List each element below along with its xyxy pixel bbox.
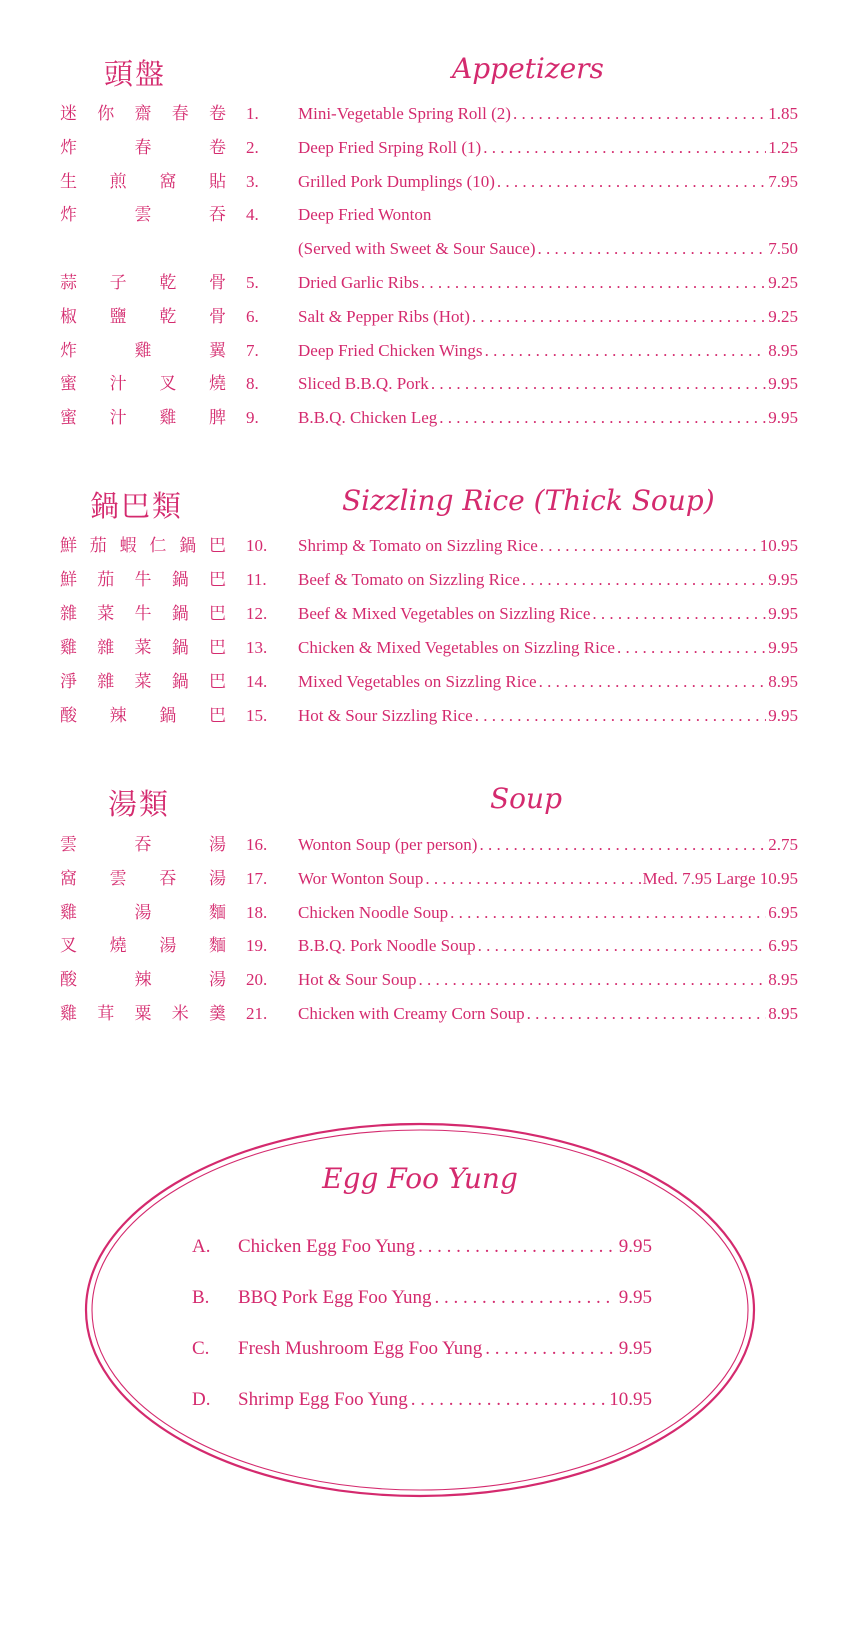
- item-name: Deep Fried Chicken Wings: [298, 340, 483, 360]
- item-number: 14.: [246, 672, 268, 691]
- item-name: Deep Fried Wonton: [298, 205, 432, 225]
- item-price: 9.95: [618, 1287, 652, 1308]
- item-name: Beef & Mixed Vegetables on Sizzling Rice: [298, 604, 591, 623]
- item-name: Dried Garlic Ribs: [298, 273, 419, 292]
- item-chinese-name: 鮮茄蝦仁鍋巴: [60, 536, 226, 555]
- soup-zh-title: 湯類: [108, 789, 171, 821]
- leader-dots: [479, 833, 766, 857]
- item-line: [298, 833, 798, 857]
- menu-item: [0, 136, 849, 170]
- item-price: 9.95: [768, 638, 798, 657]
- item-line: [298, 339, 798, 363]
- item-number: 12.: [246, 604, 268, 623]
- leader-dots: [475, 704, 767, 728]
- item-name: (Served with Sweet & Sour Sauce): [298, 239, 536, 259]
- item-price: 9.95: [618, 1236, 652, 1257]
- item-line: [298, 602, 798, 626]
- item-name: Deep Fried Srping Roll (1): [298, 137, 482, 157]
- egg-foo-yung-item: [192, 1287, 652, 1317]
- menu-item: [0, 934, 849, 968]
- item-price: Med. 7.95 Large 10.95: [642, 868, 798, 888]
- item-name: Grilled Pork Dumplings (10): [298, 171, 495, 191]
- item-number: 9.: [246, 408, 259, 428]
- item-chinese-name: 蜜汁雞脾: [60, 408, 226, 428]
- item-name: Mixed Vegetables on Sizzling Rice: [298, 672, 537, 691]
- item-price: 9.95: [768, 570, 798, 589]
- item-number: 2.: [246, 137, 259, 157]
- egg-foo-yung-oval: [80, 1118, 760, 1502]
- sizzling-en-title: Sizzling Rice (Thick Soup): [342, 484, 715, 517]
- item-price: 9.25: [768, 273, 798, 292]
- item-number: 3.: [246, 171, 259, 191]
- item-line: [298, 170, 798, 194]
- leader-dots: [439, 406, 766, 430]
- item-price: 9.95: [768, 706, 798, 725]
- item-letter: D.: [192, 1389, 211, 1410]
- leader-dots: [592, 602, 766, 626]
- item-line: [298, 406, 798, 430]
- item-line: [298, 901, 798, 925]
- item-number: 20.: [246, 970, 268, 990]
- item-price: 7.95: [768, 171, 798, 191]
- item-line: [298, 968, 798, 992]
- leader-dots: [485, 339, 767, 363]
- item-name: Chicken & Mixed Vegetables on Sizzling Rice: [298, 638, 615, 657]
- leader-dots: [425, 867, 640, 891]
- item-price: 9.25: [768, 306, 798, 326]
- item-number: 18.: [246, 902, 268, 922]
- leader-dots: [478, 934, 767, 958]
- item-number: 11.: [246, 570, 267, 589]
- item-number: 19.: [246, 936, 268, 956]
- item-chinese-name: 雞茸粟米羹: [60, 1004, 226, 1023]
- item-line: [298, 102, 798, 126]
- item-name: Mini-Vegetable Spring Roll (2): [298, 104, 511, 123]
- item-chinese-name: 蜜汁叉燒: [60, 374, 226, 394]
- leader-dots: [497, 170, 766, 194]
- menu-item: [0, 271, 849, 305]
- item-price: 8.95: [768, 672, 798, 691]
- item-name: B.B.Q. Chicken Leg: [298, 408, 438, 428]
- item-price: 8.95: [768, 1004, 798, 1023]
- item-name: B.B.Q. Pork Noodle Soup: [298, 936, 476, 956]
- item-name: Chicken with Creamy Corn Soup: [298, 1004, 525, 1023]
- item-line: [298, 670, 798, 694]
- item-chinese-name: 生煎窩貼: [60, 171, 226, 191]
- item-line: [298, 136, 798, 160]
- leader-dots: [472, 305, 766, 329]
- menu-item: [0, 203, 849, 237]
- item-number: 5.: [246, 273, 259, 292]
- egg-foo-yung-item: [192, 1389, 652, 1419]
- item-name: Wonton Soup (per person): [298, 835, 478, 854]
- item-chinese-name: 雲吞湯: [60, 835, 226, 854]
- item-name: Chicken Egg Foo Yung: [238, 1236, 416, 1257]
- menu-item: [0, 636, 849, 670]
- item-name: Sliced B.B.Q. Pork: [298, 374, 429, 394]
- menu-item: [0, 406, 849, 440]
- item-line: [298, 534, 798, 558]
- menu-item: [0, 339, 849, 373]
- item-number: 15.: [246, 706, 268, 725]
- item-price: 9.95: [768, 604, 798, 623]
- item-name: Hot & Sour Sizzling Rice: [298, 706, 473, 725]
- item-chinese-name: 叉燒湯麵: [60, 936, 226, 956]
- leader-dots: [419, 968, 767, 992]
- item-line: [298, 305, 798, 329]
- leader-dots: [527, 1002, 767, 1026]
- item-number: 16.: [246, 835, 268, 854]
- item-line: [298, 636, 798, 660]
- item-number: 6.: [246, 306, 259, 326]
- item-name: Salt & Pepper Ribs (Hot): [298, 306, 470, 326]
- item-number: 7.: [246, 340, 259, 360]
- item-price: 9.95: [768, 374, 798, 394]
- item-line: [298, 934, 798, 958]
- menu-item: [0, 102, 849, 136]
- egg-foo-yung-item: [192, 1236, 652, 1266]
- item-chinese-name: 窩雲吞湯: [60, 868, 226, 888]
- item-letter: A.: [192, 1236, 211, 1257]
- item-price: 2.75: [768, 835, 798, 854]
- item-line: [298, 237, 798, 261]
- leader-dots: [411, 1389, 606, 1411]
- item-number: 10.: [246, 536, 268, 555]
- egg-foo-yung-title: Egg Foo Yung: [322, 1162, 518, 1195]
- leader-dots: [421, 271, 766, 295]
- leader-dots: [435, 1287, 616, 1309]
- item-name: Fresh Mushroom Egg Foo Yung: [238, 1338, 483, 1359]
- item-price: 8.95: [768, 970, 798, 990]
- soup-en-title: Soup: [490, 782, 562, 815]
- menu-item: [0, 968, 849, 1002]
- item-price: 6.95: [768, 936, 798, 956]
- item-price: 8.95: [768, 340, 798, 360]
- menu-item: [0, 305, 849, 339]
- leader-dots: [522, 568, 766, 592]
- item-chinese-name: 酸辣鍋巴: [60, 706, 226, 725]
- item-price: 1.25: [768, 137, 798, 157]
- item-chinese-name: 鮮茄牛鍋巴: [60, 570, 226, 589]
- leader-dots: [617, 636, 766, 660]
- item-chinese-name: 蒜子乾骨: [60, 273, 226, 292]
- item-chinese-name: 雜菜牛鍋巴: [60, 604, 226, 623]
- item-chinese-name: 炸雲吞: [60, 205, 226, 225]
- item-number: 4.: [246, 205, 259, 225]
- leader-dots: [418, 1236, 616, 1258]
- item-chinese-name: 炸雞翼: [60, 340, 226, 360]
- egg-foo-yung-item: [192, 1338, 652, 1368]
- item-price: 10.95: [759, 536, 798, 555]
- leader-dots: [540, 534, 758, 558]
- item-number: 13.: [246, 638, 268, 657]
- menu-item: [0, 901, 849, 935]
- item-letter: C.: [192, 1338, 210, 1359]
- item-chinese-name: 雞雜菜鍋巴: [60, 638, 226, 657]
- menu-item: [0, 568, 849, 602]
- item-chinese-name: 炸春卷: [60, 137, 226, 157]
- item-name: Hot & Sour Soup: [298, 970, 417, 990]
- item-chinese-name: 雞湯麵: [60, 902, 226, 922]
- item-price: 9.95: [768, 408, 798, 428]
- item-line: [298, 867, 798, 891]
- leader-dots: [539, 670, 767, 694]
- menu-item: [0, 867, 849, 901]
- leader-dots: [537, 237, 766, 261]
- item-chinese-name: 迷你齋春卷: [60, 104, 226, 123]
- item-name: Shrimp Egg Foo Yung: [238, 1389, 408, 1410]
- sizzling-zh-title: 鍋巴類: [90, 491, 184, 523]
- item-price: 6.95: [768, 902, 798, 922]
- menu-item: [0, 237, 849, 271]
- appetizers-en-title: Appetizers: [452, 52, 604, 85]
- item-number: 1.: [246, 104, 259, 123]
- item-name: Chicken Noodle Soup: [298, 902, 449, 922]
- item-name: BBQ Pork Egg Foo Yung: [238, 1287, 432, 1308]
- item-chinese-name: 椒鹽乾骨: [60, 306, 226, 326]
- item-price: 10.95: [609, 1389, 652, 1410]
- item-name: Wor Wonton Soup: [298, 868, 424, 888]
- item-line: [298, 203, 798, 227]
- item-price: 7.50: [768, 239, 798, 259]
- leader-dots: [485, 1338, 616, 1360]
- menu-item: [0, 1002, 849, 1036]
- item-name: Shrimp & Tomato on Sizzling Rice: [298, 536, 538, 555]
- menu-item: [0, 534, 849, 568]
- item-line: [298, 372, 798, 396]
- leader-dots: [450, 901, 766, 925]
- item-chinese-name: 淨雜菜鍋巴: [60, 672, 226, 691]
- item-number: 21.: [246, 1004, 268, 1023]
- item-line: [298, 568, 798, 592]
- menu-item: [0, 372, 849, 406]
- menu-item: [0, 170, 849, 204]
- leader-dots: [483, 136, 766, 160]
- item-number: 8.: [246, 374, 259, 394]
- item-name: Beef & Tomato on Sizzling Rice: [298, 570, 520, 589]
- menu-item: [0, 833, 849, 867]
- item-chinese-name: 酸辣湯: [60, 970, 226, 990]
- menu-item: [0, 602, 849, 636]
- item-price: 9.95: [618, 1338, 652, 1359]
- item-number: 17.: [246, 868, 268, 888]
- item-line: [298, 271, 798, 295]
- menu-item: [0, 704, 849, 738]
- item-price: 1.85: [768, 104, 798, 123]
- appetizers-zh-title: 頭盤: [104, 59, 167, 91]
- item-line: [298, 1002, 798, 1026]
- leader-dots: [431, 372, 766, 396]
- item-letter: B.: [192, 1287, 210, 1308]
- item-line: [298, 704, 798, 728]
- leader-dots: [513, 102, 766, 126]
- menu-item: [0, 670, 849, 704]
